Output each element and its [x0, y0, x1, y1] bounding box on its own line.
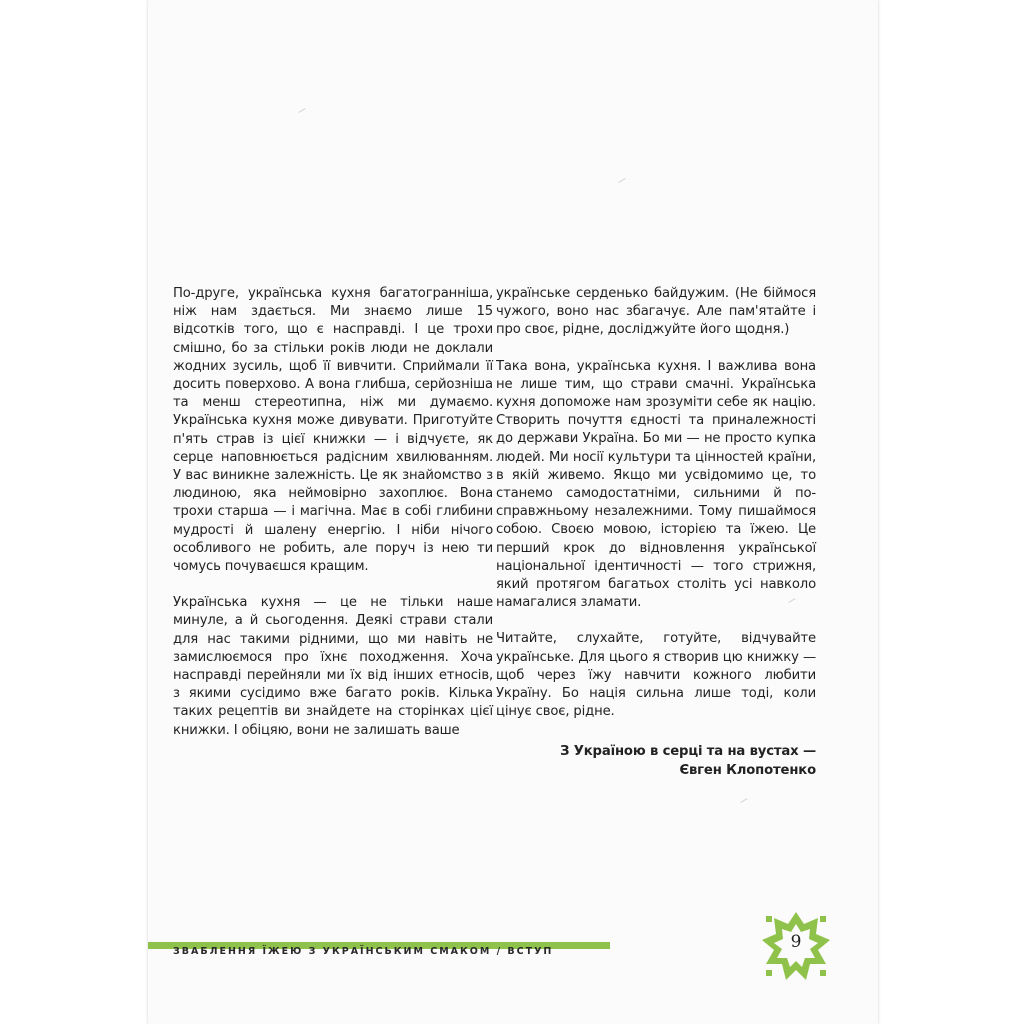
running-title: ЗВАБЛЕННЯ ЇЖЕЮ З УКРАЇНСЬКИМ СМАКОМ / ВСТУП [173, 946, 554, 957]
body-paragraph: Українська кухня — це не тільки наше минуле, а й сьогодення. Деякі страви стали для нас такими рідними, що ми навіть не замислюємося про їхнє походження. Хоча насправді перейняли ми їх від інших етносів, з якими сусідимо вже багато років. Кілька таких рецептів ви знайдете на сторінках цієї книжки. І обіцяю, вони не залишать ваше [173, 595, 493, 738]
body-paragraph: Читайте, слухайте, готуйте, відчувайте українське. Для цього я створив цю книжку — щоб через їжу навчити кожного любити Україну. Бо нація сильна лише тоді, коли цінує своє, рідне. [496, 631, 816, 720]
author-signature [496, 743, 816, 779]
body-paragraph: українське серденько байдужим. (Не біймося чужого, воно нас збагачує. Але пам'ятайте і про своє, рідне, досліджуйте його щодня.) [496, 286, 816, 338]
left-text-column [173, 285, 493, 758]
ukrainian-star-ornament-icon [760, 910, 832, 982]
paper-speck [618, 178, 625, 183]
paper-speck [298, 108, 305, 113]
body-paragraph: Така вона, українська кухня. І важлива вона не лише тим, що страви смачні. Українська кухня допоможе нам зрозуміти себе як націю. Створить почуття єдності та приналежності до держави Україна. Бо ми — не просто купка людей. Ми носії культури та цінностей країни, в якій живемо. Якщо ми усвідомимо це, то станемо самодостатніми, сильними й по-справжньому незалежними. Тому пишаймося собою. Своєю мовою, історією та їжею. Це перший крок до відновлення української національної ідентичності — того стрижня, який протягом багатьох століть усі навколо намагалися зламати. [496, 358, 816, 611]
signature-author-name: Євген Клопотенко [679, 762, 816, 778]
right-text-column [496, 285, 816, 780]
signature-dedication: З Україною в серці та на вустах — [560, 744, 816, 760]
book-page [148, 0, 878, 1024]
paper-speck [740, 798, 747, 803]
body-paragraph: По-друге, українська кухня багатогранніша, ніж нам здається. Ми знаємо лише 15 відсотків того, що є насправді. І це трохи смішно, бо за стільки років люди не доклали жодних зусиль, щоб її вивчити. Сприймали її досить поверхово. А вона глибша, серйозніша та менш стереотипна, ніж ми думаємо. Українська кухня може дивувати. Приготуйте п'ять страв із цієї книжки — і відчуєте, як серце наповнюється радісним хвилюванням. У вас виникне залежність. Це як знайомство з людиною, яка неймовірно захоплює. Вона трохи старша — і магічна. Має в собі глибини мудрості й шалену енергію. І ніби нічого особливого не робить, але поруч із нею ти чомусь почуваєшся кращим. [173, 286, 493, 575]
page-number: 9 [790, 932, 802, 952]
